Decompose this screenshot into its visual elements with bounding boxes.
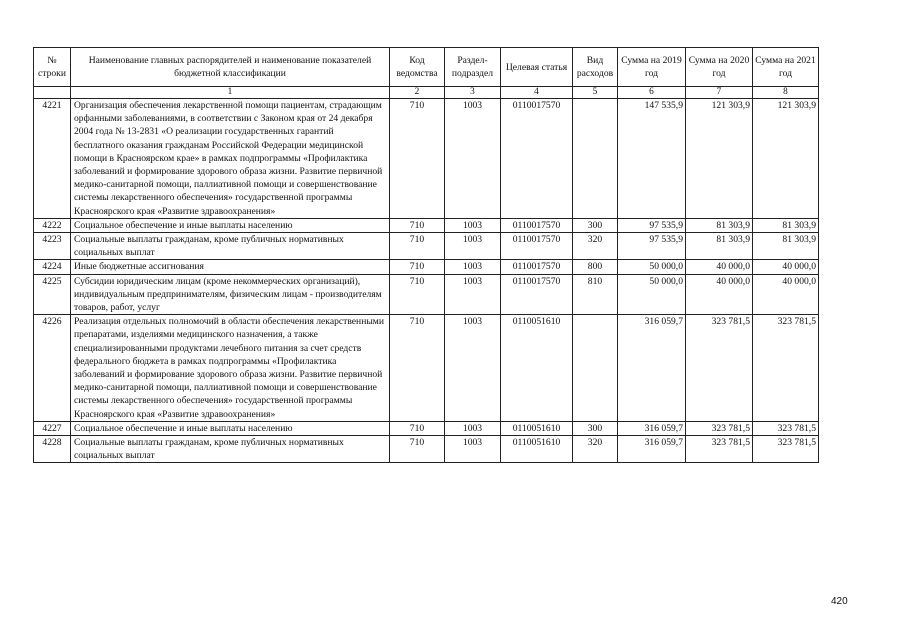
- section-cell: 1003: [445, 233, 501, 260]
- table-row: [34, 260, 819, 274]
- budget-table: [33, 47, 819, 463]
- target-cell: 0110017570: [501, 233, 573, 260]
- dept-code-cell: 710: [390, 260, 445, 274]
- row-number-cell: 4221: [34, 99, 71, 219]
- sum-2020-cell: 81 303,9: [686, 233, 753, 260]
- sum-2019-cell: 50 000,0: [618, 274, 686, 315]
- header-row-no: № строки: [34, 48, 71, 87]
- sum-2020-cell: 121 303,9: [686, 99, 753, 219]
- table-row: [34, 233, 819, 260]
- sum-2019-cell: 316 059,7: [618, 315, 686, 422]
- sum-2019-cell: 97 535,9: [618, 233, 686, 260]
- header-sum-2020: Сумма на 2020 год: [686, 48, 753, 87]
- table-row: [34, 218, 819, 232]
- header-target: Целевая статья: [501, 48, 573, 87]
- budget-table-container: [33, 47, 819, 463]
- column-number-cell: 7: [686, 87, 753, 99]
- name-cell: Организация обеспечения лекарственной помощи пациентам, страдающим орфанными заболеваниями, в соответствии с Законом края от 24 декабря 2004 года № 13-2831 «О реализации государственных гарантий бесплатного оказания гражданам Российской Федерации медицинской помощи в Красноярском крае» в рамках подпрограммы «Профилактика заболеваний и формирование здорового образа жизни. Развитие первичной медико-санитарной помощи, паллиативной помощи и совершенствование системы лекарственного обеспечения» государственной программы Красноярского края «Развитие здравоохранения»: [71, 99, 390, 219]
- sum-2019-cell: 147 535,9: [618, 99, 686, 219]
- name-cell: Социальное обеспечение и иные выплаты населению: [71, 218, 390, 232]
- dept-code-cell: 710: [390, 421, 445, 435]
- column-number-cell: 5: [573, 87, 618, 99]
- header-code-dept: Код ведомства: [390, 48, 445, 87]
- dept-code-cell: 710: [390, 218, 445, 232]
- column-number-cell: 6: [618, 87, 686, 99]
- target-cell: 0110017570: [501, 99, 573, 219]
- sum-2020-cell: 40 000,0: [686, 260, 753, 274]
- section-cell: 1003: [445, 315, 501, 422]
- column-number-cell: 1: [71, 87, 390, 99]
- sum-2021-cell: 40 000,0: [753, 260, 819, 274]
- sum-2021-cell: 40 000,0: [753, 274, 819, 315]
- row-number-cell: 4224: [34, 260, 71, 274]
- section-cell: 1003: [445, 260, 501, 274]
- column-numbers-row: [34, 87, 819, 99]
- sum-2021-cell: 81 303,9: [753, 233, 819, 260]
- sum-2020-cell: 323 781,5: [686, 421, 753, 435]
- header-section: Раздел-подраздел: [445, 48, 501, 87]
- name-cell: Субсидии юридическим лицам (кроме некоммерческих организаций), индивидуальным предпринимателям, физическим лицам - производителям товаров, работ, услуг: [71, 274, 390, 315]
- expense-type-cell: 810: [573, 274, 618, 315]
- column-number-cell: 8: [753, 87, 819, 99]
- table-row: [34, 99, 819, 219]
- sum-2021-cell: 121 303,9: [753, 99, 819, 219]
- table-row: [34, 421, 819, 435]
- section-cell: 1003: [445, 274, 501, 315]
- row-number-cell: 4225: [34, 274, 71, 315]
- column-number-cell: 3: [445, 87, 501, 99]
- header-sum-2019: Сумма на 2019 год: [618, 48, 686, 87]
- sum-2021-cell: 323 781,5: [753, 436, 819, 463]
- sum-2021-cell: 81 303,9: [753, 218, 819, 232]
- row-number-cell: 4228: [34, 436, 71, 463]
- row-number-cell: 4223: [34, 233, 71, 260]
- expense-type-cell: 800: [573, 260, 618, 274]
- sum-2020-cell: 323 781,5: [686, 315, 753, 422]
- row-number-cell: 4222: [34, 218, 71, 232]
- section-cell: 1003: [445, 99, 501, 219]
- sum-2019-cell: 316 059,7: [618, 436, 686, 463]
- table-row: [34, 274, 819, 315]
- sum-2020-cell: 40 000,0: [686, 274, 753, 315]
- expense-type-cell: [573, 315, 618, 422]
- expense-type-cell: 300: [573, 421, 618, 435]
- target-cell: 0110051610: [501, 315, 573, 422]
- row-number-cell: 4227: [34, 421, 71, 435]
- table-row: [34, 315, 819, 422]
- column-number-cell: 2: [390, 87, 445, 99]
- dept-code-cell: 710: [390, 436, 445, 463]
- sum-2020-cell: 323 781,5: [686, 436, 753, 463]
- row-number-cell: 4226: [34, 315, 71, 422]
- name-cell: Реализация отдельных полномочий в области обеспечения лекарственными препаратами, изделиями медицинского назначения, а также специализированными продуктами лечебного питания за счет средств федерального бюджета в рамках подпрограммы «Профилактика заболеваний и формирование здорового образа жизни. Развитие первичной медико-санитарной помощи, паллиативной помощи и совершенствование системы лекарственного обеспечения» государственной программы Красноярского края «Развитие здравоохранения»: [71, 315, 390, 422]
- dept-code-cell: 710: [390, 315, 445, 422]
- header-sum-2021: Сумма на 2021 год: [753, 48, 819, 87]
- name-cell: Социальные выплаты гражданам, кроме публичных нормативных социальных выплат: [71, 436, 390, 463]
- table-body: [34, 99, 819, 463]
- sum-2021-cell: 323 781,5: [753, 315, 819, 422]
- expense-type-cell: 300: [573, 218, 618, 232]
- target-cell: 0110017570: [501, 218, 573, 232]
- sum-2019-cell: 316 059,7: [618, 421, 686, 435]
- header-row: [34, 48, 819, 87]
- header-expense-type: Вид расходов: [573, 48, 618, 87]
- section-cell: 1003: [445, 421, 501, 435]
- expense-type-cell: 320: [573, 233, 618, 260]
- sum-2019-cell: 97 535,9: [618, 218, 686, 232]
- section-cell: 1003: [445, 218, 501, 232]
- column-number-cell: 4: [501, 87, 573, 99]
- column-number-cell: [34, 87, 71, 99]
- target-cell: 0110051610: [501, 421, 573, 435]
- target-cell: 0110017570: [501, 260, 573, 274]
- expense-type-cell: [573, 99, 618, 219]
- sum-2019-cell: 50 000,0: [618, 260, 686, 274]
- name-cell: Социальное обеспечение и иные выплаты населению: [71, 421, 390, 435]
- dept-code-cell: 710: [390, 274, 445, 315]
- dept-code-cell: 710: [390, 99, 445, 219]
- target-cell: 0110051610: [501, 436, 573, 463]
- name-cell: Социальные выплаты гражданам, кроме публичных нормативных социальных выплат: [71, 233, 390, 260]
- sum-2021-cell: 323 781,5: [753, 421, 819, 435]
- sum-2020-cell: 81 303,9: [686, 218, 753, 232]
- name-cell: Иные бюджетные ассигнования: [71, 260, 390, 274]
- expense-type-cell: 320: [573, 436, 618, 463]
- header-name: Наименование главных распорядителей и наименование показателей бюджетной классификации: [71, 48, 390, 87]
- table-row: [34, 436, 819, 463]
- page-number: 420: [831, 596, 848, 607]
- section-cell: 1003: [445, 436, 501, 463]
- dept-code-cell: 710: [390, 233, 445, 260]
- target-cell: 0110017570: [501, 274, 573, 315]
